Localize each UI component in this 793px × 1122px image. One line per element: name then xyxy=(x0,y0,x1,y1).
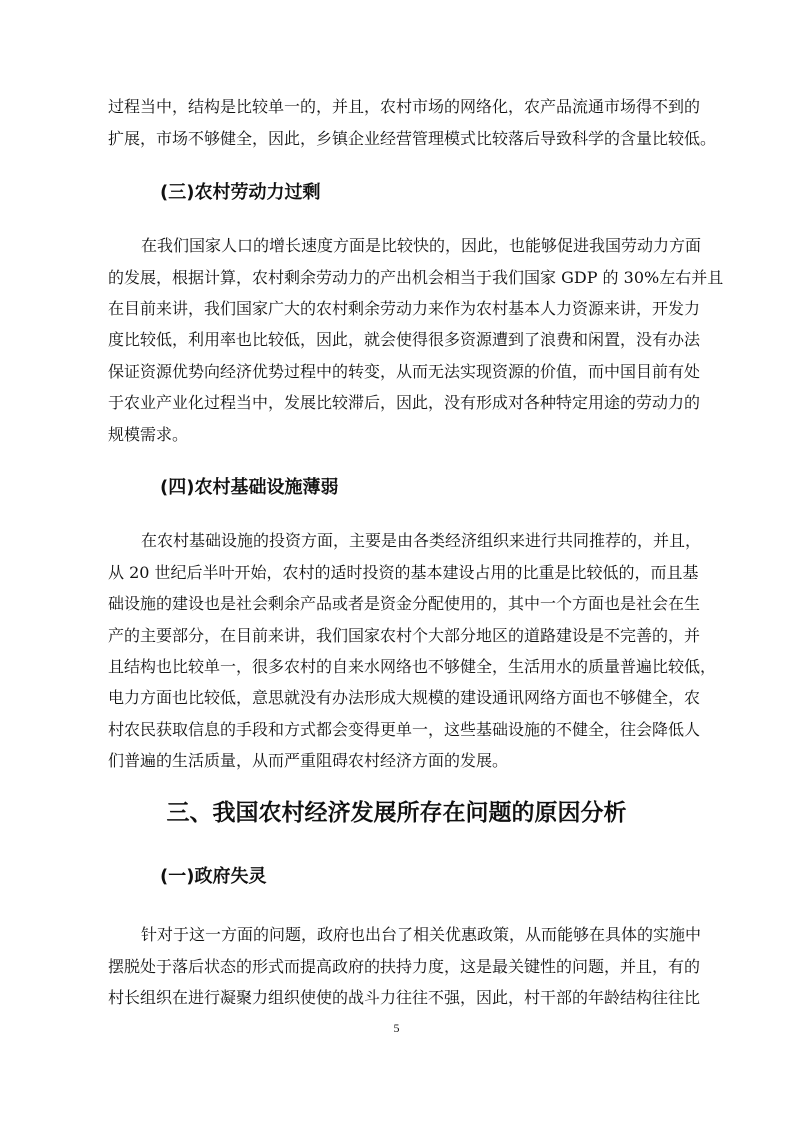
text-line: 在目前来讲，我们国家广大的农村剩余劳动力来作为农村基本人力资源来讲，开发力 xyxy=(108,299,701,318)
section-heading-4: (四)农村基础设施薄弱 xyxy=(160,477,339,498)
text-line: 村长组织在进行凝聚力组织使使的战斗力往往不强，因此，村干部的年龄结构往往比 xyxy=(108,988,701,1007)
text-line: 产的主要部分，在目前来讲，我们国家农村个大部分地区的道路建设是不完善的，并 xyxy=(108,626,701,645)
text-line: 于农业产业化过程当中，发展比较滞后，因此，没有形成对各种特定用途的劳动力的 xyxy=(108,393,701,412)
text-line: 础设施的建设也是社会剩余产品或者是资金分配使用的，其中一个方面也是社会在生 xyxy=(108,594,701,613)
text-line: 们普遍的生活质量，从而严重阻碍农村经济方面的发展。 xyxy=(108,751,509,770)
text-line: 村农民获取信息的手段和方式都会变得更单一，这些基础设施的不健全，往会降低人 xyxy=(108,720,701,739)
text-line: 的发展，根据计算，农村剩余劳动力的产出机会相当于我们国家 GDP 的 30%左右并且 xyxy=(108,268,724,287)
text-line: 电力方面也比较低，意思就没有办法形成大规模的建设通讯网络方面也不够健全，农 xyxy=(108,688,701,707)
text-line: 规模需求。 xyxy=(108,425,189,444)
section-heading-1: (一)政府失灵 xyxy=(160,866,267,887)
text-line: 且结构也比较单一，很多农村的自来水网络也不够健全，生活用水的质量普遍比较低， xyxy=(108,657,717,676)
text-line: 度比较低，利用率也比较低，因此，就会使得很多资源遭到了浪费和闲置，没有办法 xyxy=(108,330,701,349)
text-line: 从 20 世纪后半叶开始，农村的适时投资的基本建设占用的比重是比较低的，而且基 xyxy=(108,563,699,582)
page-number: 5 xyxy=(393,1021,400,1035)
chapter-heading: 三、我国农村经济发展所存在问题的原因分析 xyxy=(166,800,627,826)
text-line: 保证资源优势向经济优势过程中的转变，从而无法实现资源的价值，而中国目前有处 xyxy=(108,362,701,381)
section-heading-3: (三)农村劳动力过剩 xyxy=(160,182,321,203)
text-line: 扩展，市场不够健全，因此，乡镇企业经营管理模式比较落后导致科学的含量比较低。 xyxy=(108,129,717,148)
text-line: 针对于这一方面的问题，政府也出台了相关优惠政策，从而能够在具体的实施中 xyxy=(141,925,702,944)
text-line: 在我们国家人口的增长速度方面是比较快的，因此，也能够促进我国劳动力方面 xyxy=(141,236,702,255)
text-line: 过程当中，结构是比较单一的，并且，农村市场的网络化，农产品流通市场得不到的 xyxy=(108,97,701,116)
text-line: 在农村基础设施的投资方面，主要是由各类经济组织来进行共同推荐的，并且， xyxy=(141,531,702,550)
text-line: 摆脱处于落后状态的形式而提高政府的扶持力度，这是最关键性的问题，并且，有的 xyxy=(108,957,701,976)
